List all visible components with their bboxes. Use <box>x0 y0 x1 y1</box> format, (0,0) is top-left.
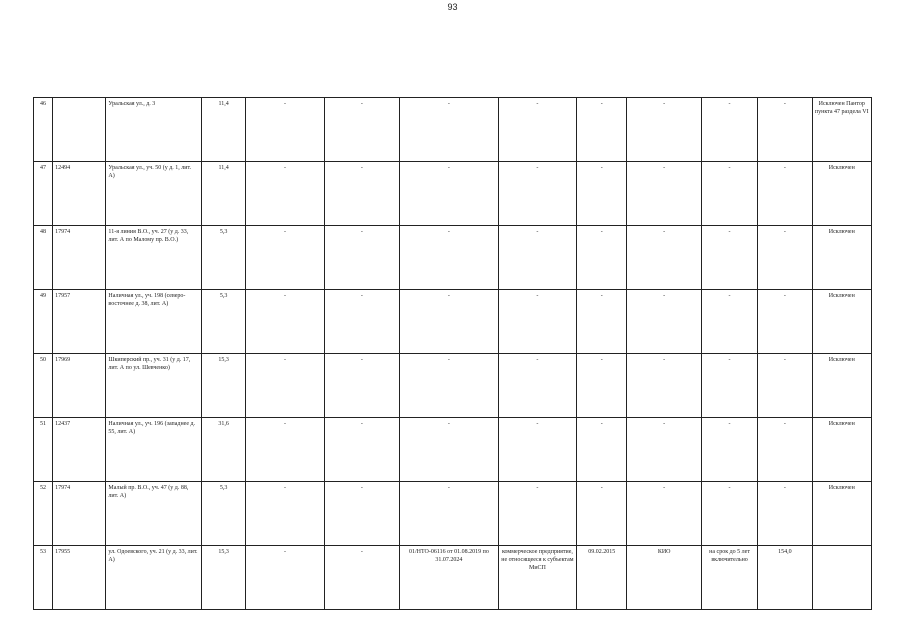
authority-cell: - <box>627 418 701 482</box>
cell-6: - <box>324 546 399 610</box>
cell-5: - <box>246 354 324 418</box>
note-cell: Исключен Пантор пункта 47 раздела VI <box>812 98 871 162</box>
address-cell: ул. Одоевского, уч. 21 (у д. 33, лит. А) <box>106 546 202 610</box>
date-cell: - <box>577 162 627 226</box>
table-row <box>34 98 872 162</box>
date-cell: - <box>577 226 627 290</box>
authority-cell: - <box>627 482 701 546</box>
address-cell: Малый пр. В.О., уч. 47 (у д. 88, лит. А) <box>106 482 202 546</box>
note-cell <box>812 546 871 610</box>
object-code: 12494 <box>53 162 106 226</box>
object-code: 17955 <box>53 546 106 610</box>
term-cell: - <box>701 290 757 354</box>
contract-cell: - <box>400 290 499 354</box>
entity-type-cell: - <box>498 162 576 226</box>
object-code: 17974 <box>53 482 106 546</box>
value-cell: - <box>758 98 812 162</box>
term-cell: - <box>701 354 757 418</box>
cell-5: - <box>246 226 324 290</box>
cell-6: - <box>324 354 399 418</box>
note-cell: Исключен <box>812 226 871 290</box>
term-cell: - <box>701 418 757 482</box>
address-cell: 11-я линия В.О., уч. 27 (у д. 33, лит. А по Малому пр. В.О.) <box>106 226 202 290</box>
area-cell: 31,6 <box>201 418 245 482</box>
date-cell: - <box>577 354 627 418</box>
row-number: 48 <box>34 226 53 290</box>
note-cell: Исключен <box>812 162 871 226</box>
authority-cell: - <box>627 162 701 226</box>
area-cell: 11,4 <box>201 162 245 226</box>
note-cell: Исключен <box>812 418 871 482</box>
area-cell: 5,3 <box>201 290 245 354</box>
entity-type-cell: - <box>498 98 576 162</box>
cell-6: - <box>324 418 399 482</box>
cell-6: - <box>324 290 399 354</box>
table-row <box>34 418 872 482</box>
address-cell: Уральская ул., уч. 50 (у д. 1, лит. А) <box>106 162 202 226</box>
value-cell: - <box>758 226 812 290</box>
note-cell: Исключен <box>812 482 871 546</box>
table-row <box>34 226 872 290</box>
row-number: 46 <box>34 98 53 162</box>
object-code: 12437 <box>53 418 106 482</box>
date-cell: 09.02.2015 <box>577 546 627 610</box>
entity-type-cell: - <box>498 418 576 482</box>
row-number: 50 <box>34 354 53 418</box>
page-number: 93 <box>447 2 458 12</box>
date-cell: - <box>577 418 627 482</box>
address-cell: Шкиперский пр., уч. 31 (у д. 17, лит. А по ул. Шевченко) <box>106 354 202 418</box>
object-code: 17957 <box>53 290 106 354</box>
row-number: 49 <box>34 290 53 354</box>
term-cell: - <box>701 482 757 546</box>
cell-6: - <box>324 226 399 290</box>
authority-cell: - <box>627 98 701 162</box>
row-number: 52 <box>34 482 53 546</box>
cell-5: - <box>246 290 324 354</box>
cell-5: - <box>246 482 324 546</box>
row-number: 53 <box>34 546 53 610</box>
cell-5: - <box>246 98 324 162</box>
value-cell: - <box>758 418 812 482</box>
cell-6: - <box>324 162 399 226</box>
term-cell: - <box>701 98 757 162</box>
object-code: 17974 <box>53 226 106 290</box>
authority-cell: - <box>627 354 701 418</box>
area-cell: 15,3 <box>201 546 245 610</box>
authority-cell: КИО <box>627 546 701 610</box>
entity-type-cell: - <box>498 354 576 418</box>
contract-cell: - <box>400 226 499 290</box>
term-cell: - <box>701 226 757 290</box>
table-row <box>34 546 872 610</box>
entity-type-cell: - <box>498 482 576 546</box>
contract-cell: 01/НТО-06116 от 01.08.2019 по 31.07.2024 <box>400 546 499 610</box>
area-cell: 11,4 <box>201 98 245 162</box>
entity-type-cell: - <box>498 290 576 354</box>
contract-cell: - <box>400 482 499 546</box>
entity-type-cell: - <box>498 226 576 290</box>
date-cell: - <box>577 98 627 162</box>
term-cell: на срок до 5 лет включительно <box>701 546 757 610</box>
document-table <box>33 97 872 610</box>
cell-6: - <box>324 482 399 546</box>
value-cell: - <box>758 354 812 418</box>
address-cell: Наличная ул., уч. 198 (северо-восточнее д. 38, лит. А) <box>106 290 202 354</box>
contract-cell: - <box>400 354 499 418</box>
value-cell: - <box>758 482 812 546</box>
contract-cell: - <box>400 98 499 162</box>
area-cell: 15,3 <box>201 354 245 418</box>
contract-cell: - <box>400 418 499 482</box>
note-cell: Исключен <box>812 354 871 418</box>
table-row <box>34 290 872 354</box>
term-cell: - <box>701 162 757 226</box>
cell-6: - <box>324 98 399 162</box>
note-cell: Исключен <box>812 290 871 354</box>
value-cell: 154,0 <box>758 546 812 610</box>
entity-type-cell: коммерческое предприятие, не относящееся к субъектам МиСП <box>498 546 576 610</box>
area-cell: 5,3 <box>201 482 245 546</box>
cell-5: - <box>246 162 324 226</box>
address-cell: Наличная ул., уч. 196 (западнее д. 55, лит. А) <box>106 418 202 482</box>
table-row <box>34 162 872 226</box>
object-code: 17969 <box>53 354 106 418</box>
address-cell: Уральская ул., д. 3 <box>106 98 202 162</box>
cell-5: - <box>246 546 324 610</box>
row-number: 51 <box>34 418 53 482</box>
row-number: 47 <box>34 162 53 226</box>
authority-cell: - <box>627 226 701 290</box>
object-code <box>53 98 106 162</box>
table-row <box>34 354 872 418</box>
table-row <box>34 482 872 546</box>
value-cell: - <box>758 290 812 354</box>
authority-cell: - <box>627 290 701 354</box>
cell-5: - <box>246 418 324 482</box>
date-cell: - <box>577 482 627 546</box>
value-cell: - <box>758 162 812 226</box>
area-cell: 5,3 <box>201 226 245 290</box>
date-cell: - <box>577 290 627 354</box>
contract-cell: - <box>400 162 499 226</box>
